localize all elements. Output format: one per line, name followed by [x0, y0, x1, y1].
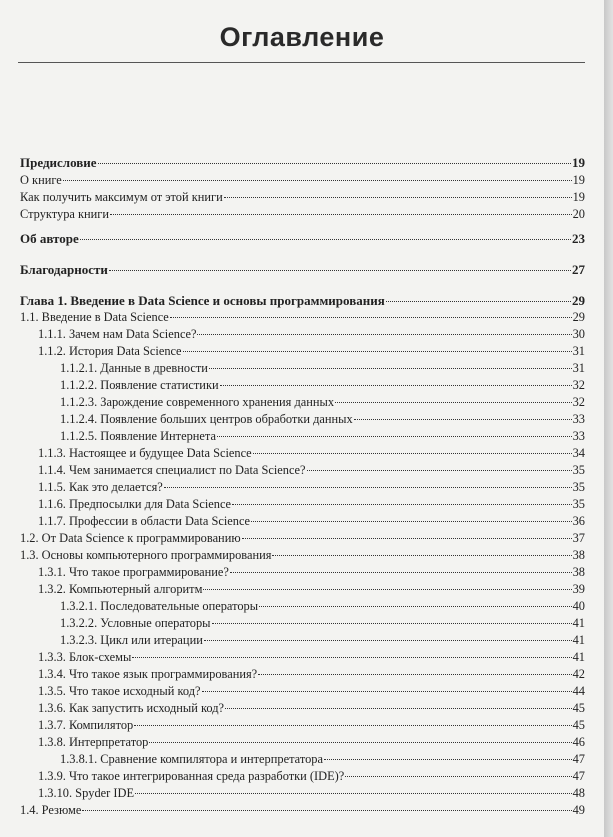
dot-leader: [307, 469, 572, 471]
dot-leader: [225, 707, 572, 709]
page-edge: [604, 0, 613, 837]
toc-entry: [20, 155, 585, 170]
toc-entry: [20, 190, 585, 205]
dot-leader: [202, 690, 572, 692]
dot-leader: [345, 775, 571, 777]
dot-leader: [232, 503, 572, 505]
page-title: Оглавление: [219, 22, 385, 52]
toc-entry: [38, 684, 585, 699]
toc-entry-page-number: 47: [572, 769, 585, 783]
toc-entry-page-number: 20: [572, 207, 585, 221]
toc-entry: [20, 173, 585, 188]
dot-leader: [109, 269, 571, 271]
toc-entry-page-number: 35: [572, 497, 585, 511]
toc-entry-page-number: 40: [572, 599, 585, 613]
toc-entry-page-number: 32: [572, 395, 585, 409]
toc-entry-page-number: 31: [572, 344, 585, 358]
toc-entry-label: 1.3.8.1. Сравнение компилятора и интерпретатора: [60, 752, 323, 766]
toc-entry-page-number: 41: [572, 650, 585, 664]
dot-leader: [335, 401, 572, 403]
toc-entry-page-number: 38: [572, 565, 585, 579]
toc-entry-label: 1.1.2.2. Появление статистики: [60, 378, 219, 392]
toc-entry-page-number: 27: [572, 262, 585, 277]
toc-entry: [60, 395, 585, 410]
toc-entry: [60, 752, 585, 767]
toc-entry: [38, 735, 585, 750]
toc-entry-label: 1.1.2.5. Появление Интернета: [60, 429, 216, 443]
dot-leader: [224, 196, 572, 198]
toc-entry-page-number: 49: [572, 803, 585, 817]
toc-entry-label: 1.3.8. Интерпретатор: [38, 735, 149, 749]
toc-entry-page-number: 45: [572, 718, 585, 732]
toc-entry-label: 1.4. Резюме: [20, 803, 82, 817]
toc-entry-page-number: 31: [572, 361, 585, 375]
toc-entry: [60, 378, 585, 393]
toc-entry: [38, 582, 585, 597]
toc-entry-page-number: 35: [572, 480, 585, 494]
toc-entry: [20, 310, 585, 325]
toc-entry-page-number: 29: [572, 310, 585, 324]
toc-entry-label: О книге: [20, 173, 62, 187]
toc-entry: [38, 718, 585, 733]
toc-entry: [20, 803, 585, 818]
toc-entry-label: 1.3.10. Spyder IDE: [38, 786, 135, 800]
toc-entry-label: 1.1.3. Настоящее и будущее Data Science: [38, 446, 252, 460]
dot-leader: [242, 537, 572, 539]
dot-leader: [259, 605, 572, 607]
toc-entry-label: Структура книги: [20, 207, 109, 221]
toc-entry-page-number: 33: [572, 412, 585, 426]
toc-entry-page-number: 19: [572, 173, 585, 187]
toc-entry: [20, 231, 585, 246]
toc-entry-page-number: 38: [572, 548, 585, 562]
toc-entry-label: 1.1.6. Предпосылки для Data Science: [38, 497, 231, 511]
dot-leader: [209, 367, 572, 369]
dot-leader: [132, 656, 571, 658]
toc-entry-label: 1.1.2.1. Данные в древности: [60, 361, 208, 375]
toc-entry: [60, 599, 585, 614]
toc-entry-label: 1.3.2.1. Последовательные операторы: [60, 599, 259, 613]
dot-leader: [134, 724, 571, 726]
dot-leader: [110, 213, 572, 215]
toc-entry-label: 1.3. Основы компьютерного программирования: [20, 548, 272, 562]
toc-entry-label: 1.3.5. Что такое исходный код?: [38, 684, 201, 698]
dot-leader: [204, 639, 572, 641]
toc-entry: [20, 548, 585, 563]
dot-leader: [183, 350, 572, 352]
dot-leader: [197, 333, 571, 335]
toc-entry-page-number: 19: [572, 190, 585, 204]
dot-leader: [98, 162, 571, 164]
toc-entry-page-number: 41: [572, 633, 585, 647]
toc-entry-page-number: 47: [572, 752, 585, 766]
dot-leader: [251, 520, 572, 522]
toc-entry: [38, 497, 585, 512]
toc-entry: [60, 361, 585, 376]
dot-leader: [258, 673, 571, 675]
toc-entry-page-number: 37: [572, 531, 585, 545]
toc-entry: [38, 769, 585, 784]
toc-entry-page-number: 23: [572, 231, 585, 246]
toc-entry-label: 1.3.6. Как запустить исходный код?: [38, 701, 225, 715]
dot-leader: [354, 418, 572, 420]
dot-leader: [324, 758, 572, 760]
toc-entry-label: Как получить максимум от этой книги: [20, 190, 223, 204]
toc-entry-page-number: 44: [572, 684, 585, 698]
toc-entry-label: Глава 1. Введение в Data Science и основы программирования: [20, 293, 385, 308]
toc-entry-page-number: 32: [572, 378, 585, 392]
toc-entry-label: 1.3.2.2. Условные операторы: [60, 616, 211, 630]
dot-leader: [170, 316, 572, 318]
toc-entry: [38, 463, 585, 478]
dot-leader: [149, 741, 571, 743]
toc-entry: [38, 446, 585, 461]
toc-entry: [60, 616, 585, 631]
toc-entry-label: 1.3.7. Компилятор: [38, 718, 134, 732]
toc-entry-label: 1.3.2. Компьютерный алгоритм: [38, 582, 203, 596]
toc-entry: [38, 650, 585, 665]
toc-entry: [20, 531, 585, 546]
toc-entry-page-number: 42: [572, 667, 585, 681]
dot-leader: [386, 300, 571, 302]
toc-entry: [38, 667, 585, 682]
toc-entry-page-number: 30: [572, 327, 585, 341]
toc-entry: [38, 480, 585, 495]
toc-entry-page-number: 41: [572, 616, 585, 630]
toc-entry: [38, 701, 585, 716]
toc-entry: [20, 293, 585, 308]
toc-entry-label: Об авторе: [20, 231, 79, 246]
toc-entry-label: 1.1.7. Профессии в области Data Science: [38, 514, 250, 528]
toc-entry-label: 1.3.9. Что такое интегрированная среда разработки (IDE)?: [38, 769, 345, 783]
toc-entry-page-number: 33: [572, 429, 585, 443]
toc-entry-label: 1.3.4. Что такое язык программирования?: [38, 667, 258, 681]
toc-entry: [38, 786, 585, 801]
toc-entry-label: 1.2. От Data Science к программированию: [20, 531, 241, 545]
dot-leader: [80, 238, 571, 240]
toc-entry-page-number: 34: [572, 446, 585, 460]
toc-entry-page-number: 29: [572, 293, 585, 308]
toc-entry: [38, 344, 585, 359]
toc-entry-page-number: 19: [572, 155, 585, 170]
toc-entry-label: 1.1.2. История Data Science: [38, 344, 182, 358]
toc-entry-label: 1.1.2.3. Зарождение современного хранения данных: [60, 395, 335, 409]
toc-entry-page-number: 36: [572, 514, 585, 528]
title-divider: [18, 62, 585, 63]
dot-leader: [82, 809, 571, 811]
toc-entry: [38, 514, 585, 529]
toc-entry-label: 1.3.2.3. Цикл или итерации: [60, 633, 203, 647]
toc-entry: [20, 262, 585, 277]
toc-entry: [60, 412, 585, 427]
toc-entry-label: 1.1.5. Как это делается?: [38, 480, 163, 494]
toc-entry: [60, 633, 585, 648]
toc-entry-label: 1.3.3. Блок-схемы: [38, 650, 132, 664]
dot-leader: [217, 435, 572, 437]
toc-entry-label: 1.1.4. Чем занимается специалист по Data Science?: [38, 463, 306, 477]
dot-leader: [230, 571, 572, 573]
toc-entry: [38, 565, 585, 580]
toc-entry-page-number: 35: [572, 463, 585, 477]
toc-entry-page-number: 45: [572, 701, 585, 715]
toc-entry: [38, 327, 585, 342]
toc-entry-page-number: 46: [572, 735, 585, 749]
dot-leader: [272, 554, 571, 556]
toc-entry-page-number: 39: [572, 582, 585, 596]
toc-entry-label: Благодарности: [20, 262, 108, 277]
toc-entry-label: Предисловие: [20, 155, 97, 170]
toc-entry-page-number: 48: [572, 786, 585, 800]
dot-leader: [253, 452, 572, 454]
dot-leader: [164, 486, 572, 488]
dot-leader: [220, 384, 572, 386]
dot-leader: [203, 588, 571, 590]
toc-entry-label: 1.1.1. Зачем нам Data Science?: [38, 327, 197, 341]
toc-entry: [20, 207, 585, 222]
dot-leader: [212, 622, 572, 624]
toc-entry: [60, 429, 585, 444]
dot-leader: [135, 792, 572, 794]
toc-entry-label: 1.1.2.4. Появление больших центров обработки данных: [60, 412, 353, 426]
toc-entry-label: 1.3.1. Что такое программирование?: [38, 565, 229, 579]
toc-entry-label: 1.1. Введение в Data Science: [20, 310, 169, 324]
dot-leader: [63, 179, 572, 181]
